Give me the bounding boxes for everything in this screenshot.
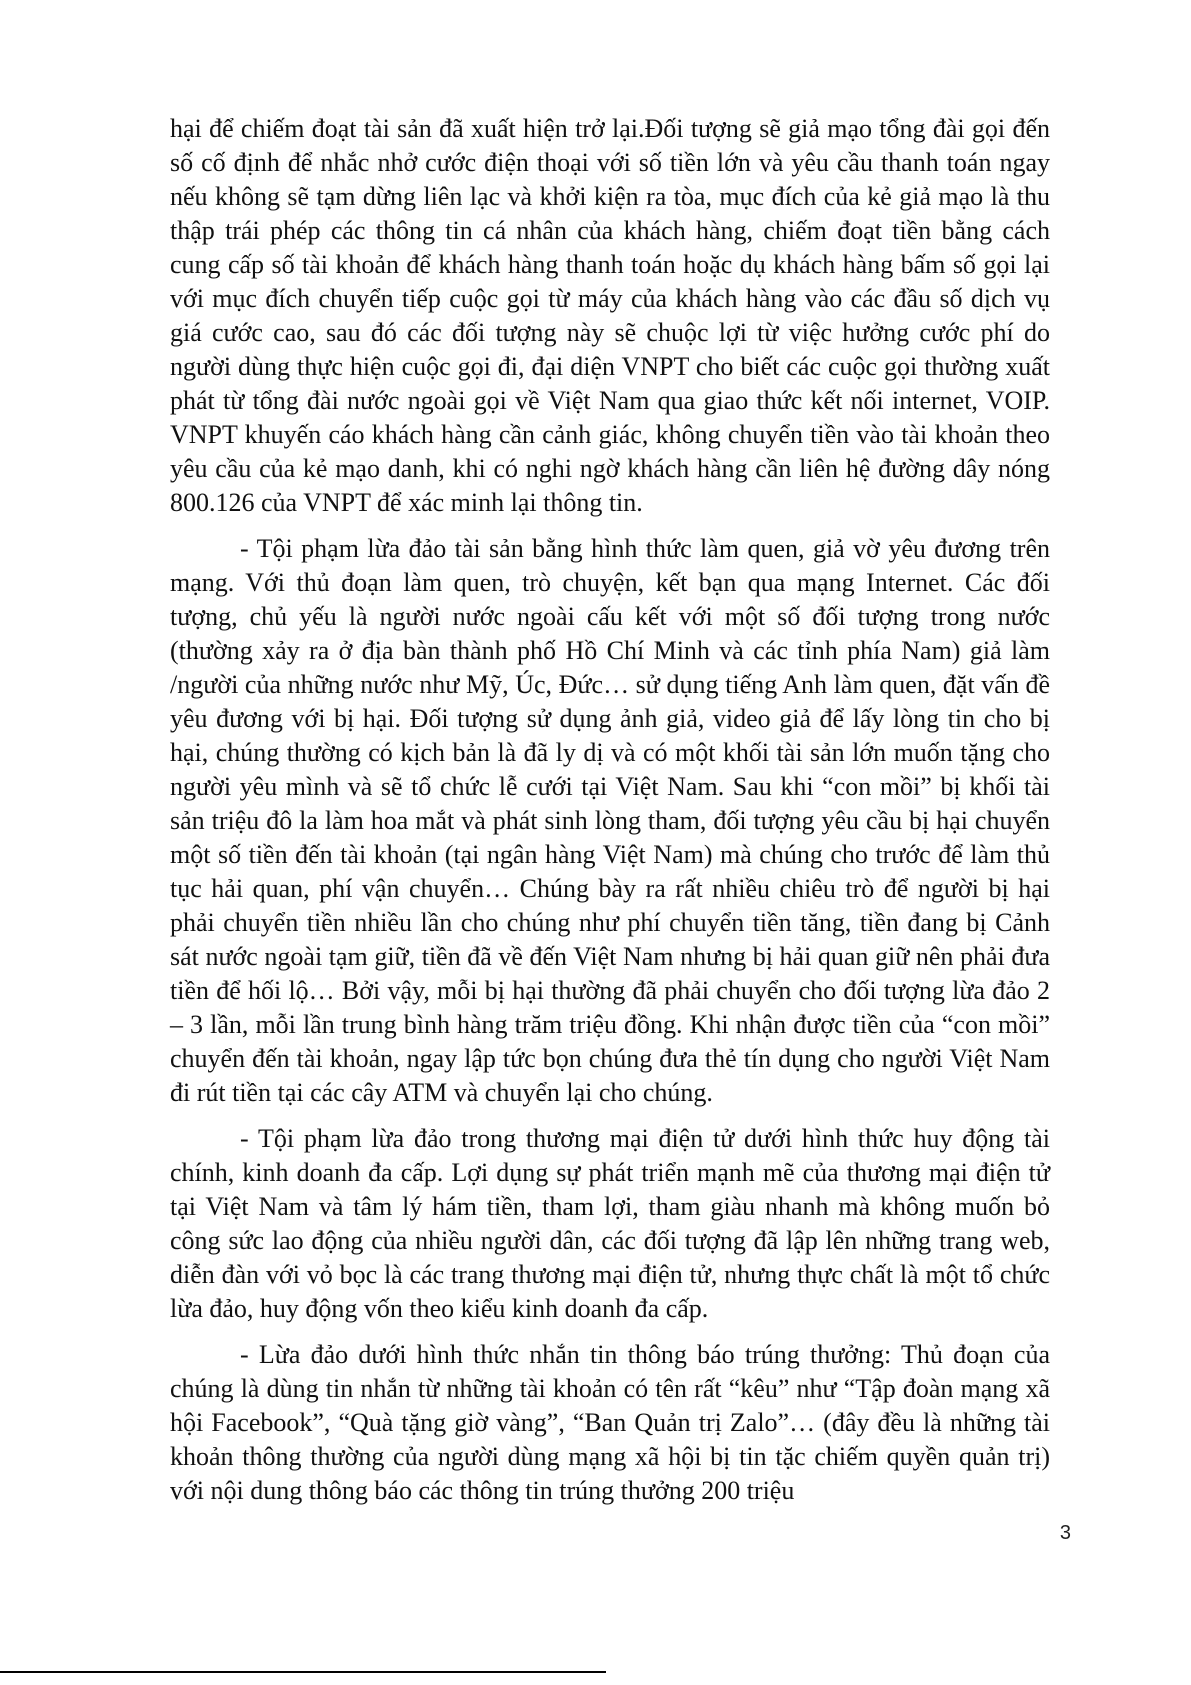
paragraph-continuation: hại để chiếm đoạt tài sản đã xuất hiện trở lại.Đối tượng sẽ giả mạo tổng đài gọi đến số cố định để nhắc nhở cước điện thoại với số tiền lớn và yêu cầu thanh toán ngay nếu không sẽ tạm dừng liên lạc và khởi kiện ra tòa, mục đích của kẻ giả mạo là thu thập trái phép các thông tin cá nhân của khách hàng, chiếm đoạt tiền bằng cách cung cấp số tài khoản để khách hàng thanh toán hoặc dụ khách hàng bấm số gọi lại với mục đích chuyển tiếp cuộc gọi từ máy của khách hàng vào các đầu số dịch vụ giá cước cao, sau đó các đối tượng này sẽ chuộc lợi từ việc hưởng cước phí do người dùng thực hiện cuộc gọi đi, đại diện VNPT cho biết các cuộc gọi thường xuất phát từ tổng đài nước ngoài gọi về Việt Nam qua giao thức kết nối internet, VOIP. VNPT khuyến cáo khách hàng cần cảnh giác, không chuyển tiền vào tài khoản theo yêu cầu của kẻ mạo danh, khi có nghi ngờ khách hàng cần liên hệ đường dây nóng 800.126 của VNPT để xác minh lại thông tin.: [170, 114, 1050, 517]
document-body: [170, 112, 1050, 1520]
paragraph-romance-scam: - Tội phạm lừa đảo tài sản bằng hình thức làm quen, giả vờ yêu đương trên mạng. Với thủ đoạn làm quen, trò chuyện, kết bạn qua mạng Internet. Các đối tượng, chủ yếu là người nước ngoài cấu kết với một số đối tượng trong nước (thường xảy ra ở địa bàn thành phố Hồ Chí Minh và các tỉnh phía Nam) giả làm /người của những nước như Mỹ, Úc, Đức… sử dụng tiếng Anh làm quen, đặt vấn đề yêu đương với bị hại. Đối tượng sử dụng ảnh giả, video giả để lấy lòng tin cho bị hại, chúng thường có kịch bản là đã ly dị và có một khối tài sản lớn muốn tặng cho người yêu mình và sẽ tổ chức lễ cưới tại Việt Nam. Sau khi “con mồi” bị khối tài sản triệu đô la làm hoa mắt và phát sinh lòng tham, đối tượng yêu cầu bị hại chuyển một số tiền đến tài khoản (tại ngân hàng Việt Nam) mà chúng cho trước để làm thủ tục hải quan, phí vận chuyển… Chúng bày ra rất nhiều chiêu trò để người bị hại phải chuyển tiền nhiều lần cho chúng như phí chuyển tiền tăng, tiền đang bị Cảnh sát nước ngoài tạm giữ, tiền đã về đến Việt Nam nhưng bị hải quan giữ nên phải đưa tiền để hối lộ… Bởi vậy, mỗi bị hại thường đã phải chuyển cho đối tượng lừa đảo 2 – 3 lần, mỗi lần trung bình hàng trăm triệu đồng. Khi nhận được tiền của “con mồi” chuyển đến tài khoản, ngay lập tức bọn chúng đưa thẻ tín dụng cho người Việt Nam đi rút tiền tại các cây ATM và chuyển lại cho chúng.: [170, 534, 1050, 1107]
paragraph-ecommerce-scam: - Tội phạm lừa đảo trong thương mại điện tử dưới hình thức huy động tài chính, kinh doanh đa cấp. Lợi dụng sự phát triển mạnh mẽ của thương mại điện tử tại Việt Nam và tâm lý hám tiền, tham lợi, tham giàu nhanh mà không muốn bỏ công sức lao động của nhiều người dân, các đối tượng đã lập lên những trang web, diễn đàn với vỏ bọc là các trang thương mại điện tử, nhưng thực chất là một tổ chức lừa đảo, huy động vốn theo kiểu kinh doanh đa cấp.: [170, 1124, 1050, 1323]
paragraph-prize-scam: - Lừa đảo dưới hình thức nhắn tin thông báo trúng thưởng: Thủ đoạn của chúng là dùng tin nhắn từ những tài khoản có tên rất “kêu” như “Tập đoàn mạng xã hội Facebook”, “Quà tặng giờ vàng”, “Ban Quản trị Zalo”… (đây đều là những tài khoản thông thường của người dùng mạng xã hội bị tin tặc chiếm quyền quản trị) với nội dung thông báo các thông tin trúng thưởng 200 triệu: [170, 1340, 1050, 1505]
footer-divider: [0, 1671, 606, 1673]
page-number: 3: [1059, 1522, 1071, 1544]
